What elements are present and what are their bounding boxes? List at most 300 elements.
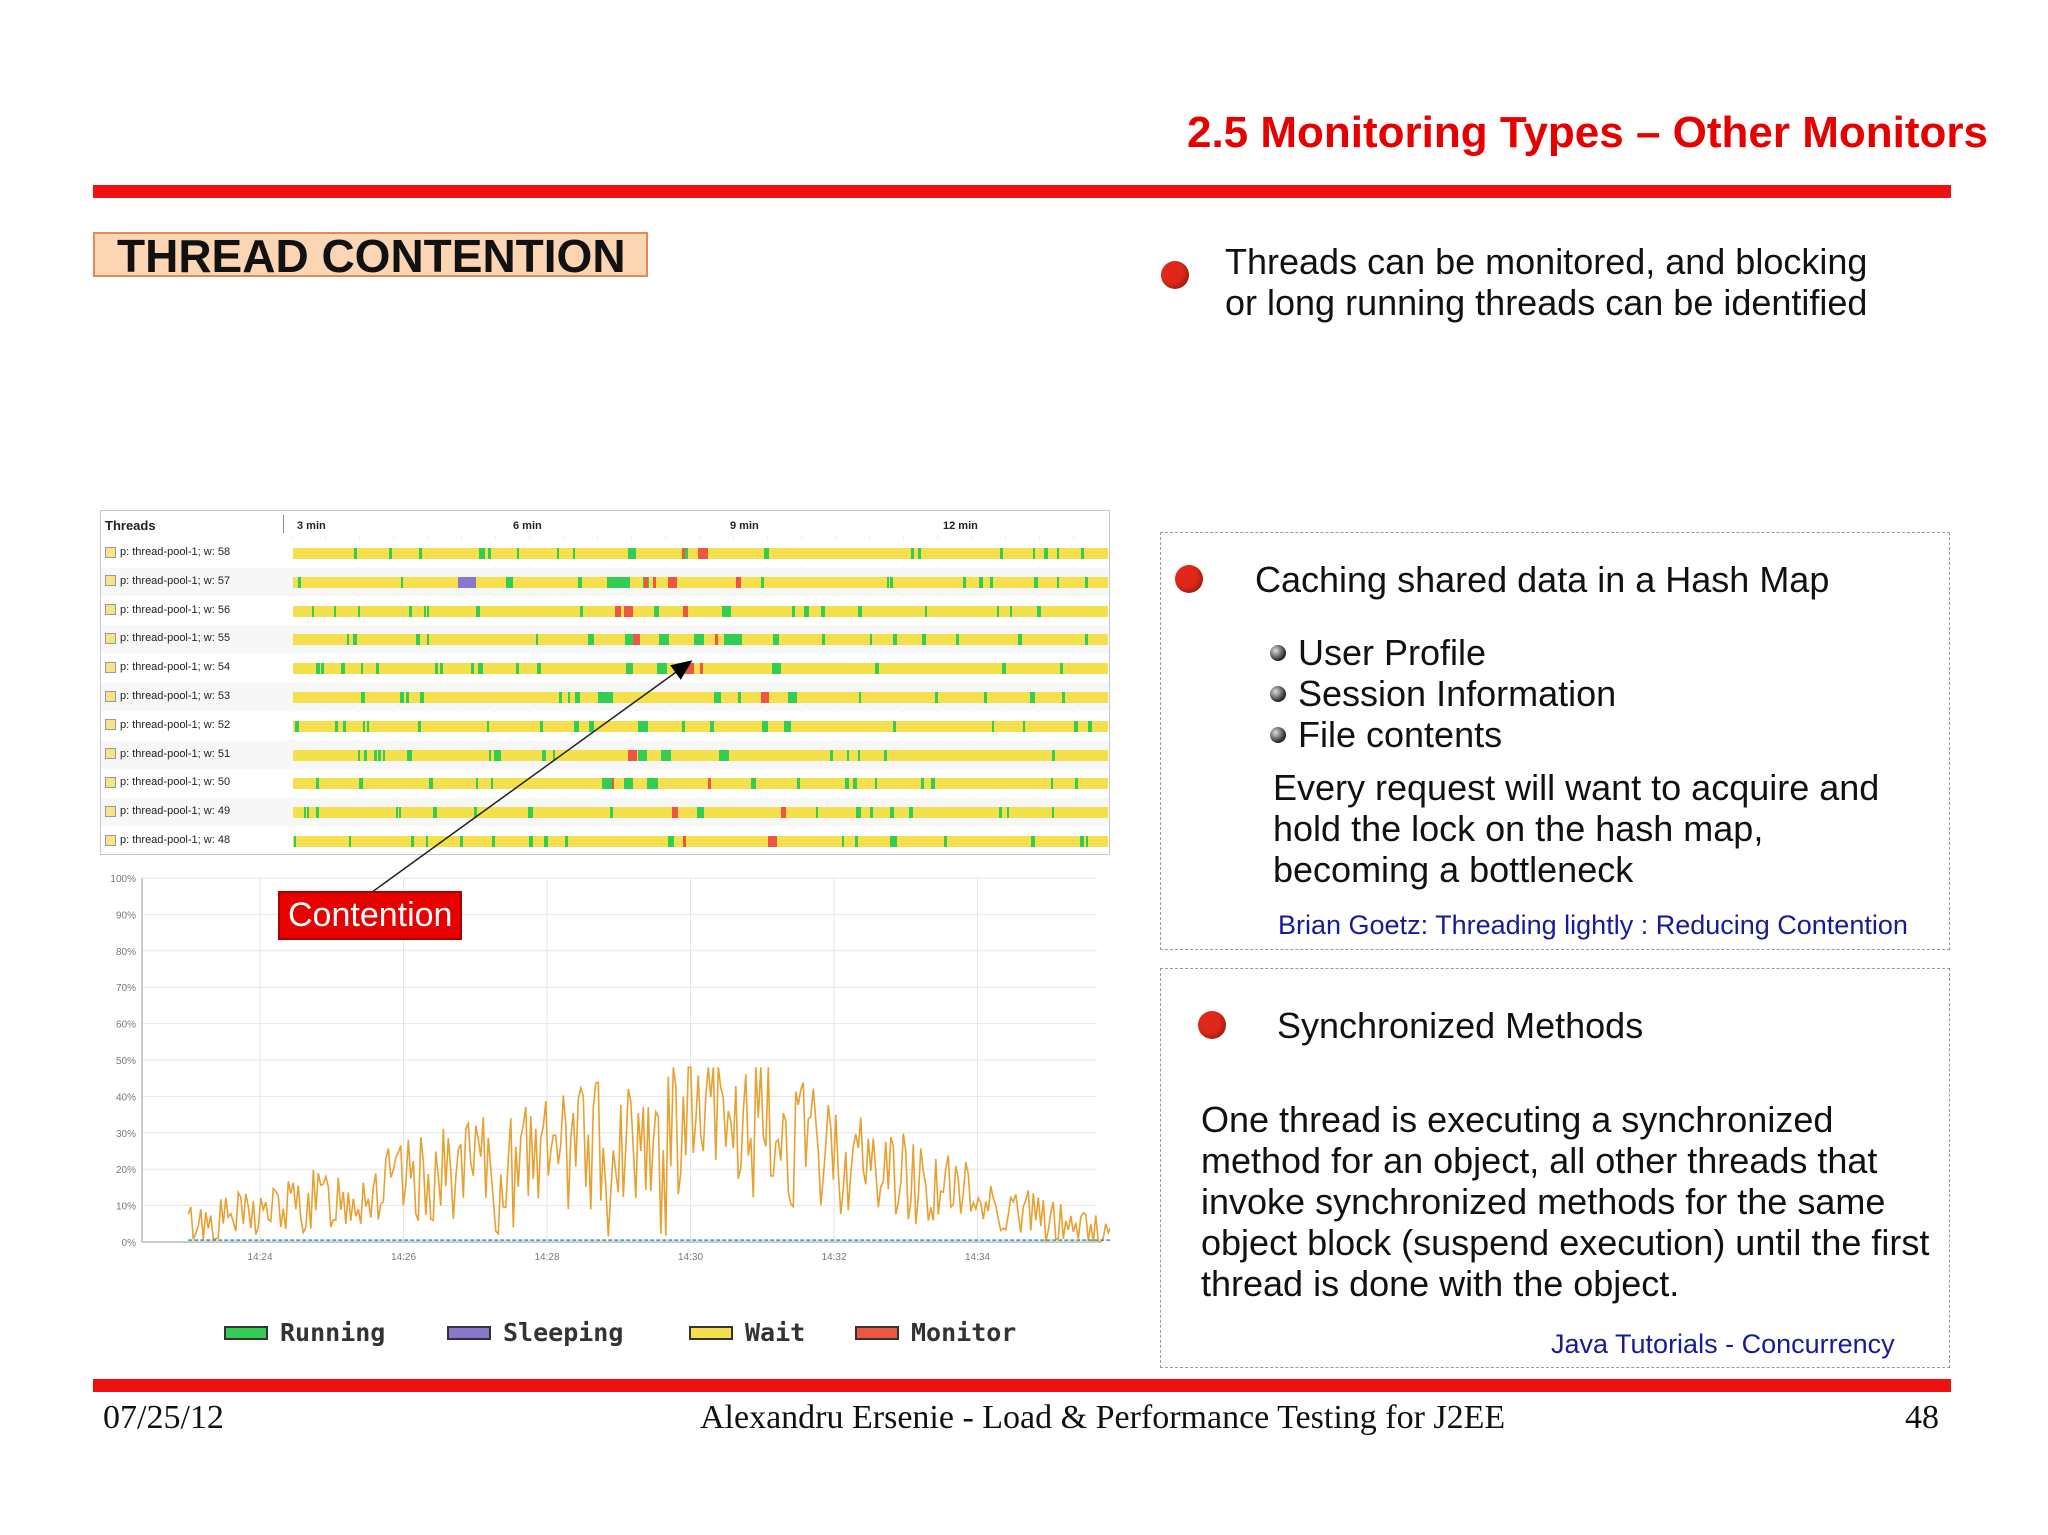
thread-state-bar — [293, 577, 1108, 588]
time-mark: 3 min — [297, 520, 326, 532]
bullet-1-line-1: Threads can be monitored, and blocking — [1225, 241, 1868, 282]
running-segment — [788, 721, 791, 732]
running-segment — [406, 692, 409, 703]
slide-title: 2.5 Monitoring Types – Other Monitors — [1186, 108, 1988, 157]
thread-state-bar — [293, 778, 1108, 789]
thread-checkbox-icon[interactable] — [105, 575, 116, 586]
running-segment — [925, 606, 927, 617]
time-mark: 12 min — [943, 520, 978, 532]
page-number: 48 — [1905, 1399, 1939, 1436]
running-segment — [427, 606, 429, 617]
running-segment — [1031, 836, 1035, 847]
thread-name: p: thread-pool-1; w: 52 — [120, 718, 231, 731]
thread-row-label — [105, 719, 230, 731]
y-tick-label: 40% — [115, 1092, 136, 1104]
thread-row-label — [105, 834, 230, 846]
y-tick-label: 0% — [121, 1238, 136, 1249]
running-segment — [935, 692, 938, 703]
running-segment — [859, 692, 861, 703]
monitor-segment — [653, 577, 656, 588]
running-segment — [409, 606, 412, 617]
running-segment — [624, 778, 633, 789]
running-segment — [614, 577, 622, 588]
running-segment — [875, 663, 879, 674]
monitor-segment — [624, 606, 633, 617]
running-segment — [575, 692, 580, 703]
running-segment — [1085, 634, 1088, 645]
running-segment — [399, 807, 401, 818]
thread-row[interactable] — [101, 568, 1109, 596]
running-segment — [858, 606, 862, 617]
x-tick-label: 14:30 — [677, 1252, 704, 1260]
running-segment — [294, 836, 296, 847]
running-segment — [460, 836, 463, 847]
running-segment — [870, 634, 872, 645]
thread-state-bar — [293, 606, 1108, 617]
running-segment — [542, 750, 546, 761]
running-segment — [893, 634, 897, 645]
hashmap-item: Session Information — [1298, 673, 1617, 714]
running-segment — [856, 807, 858, 818]
running-segment — [1074, 721, 1078, 732]
running-segment — [997, 606, 999, 617]
running-segment — [420, 692, 424, 703]
y-tick-label: 30% — [115, 1128, 136, 1140]
legend-swatch-running — [224, 1326, 268, 1340]
running-segment — [626, 663, 633, 674]
running-segment — [424, 606, 426, 617]
legend-label: Running — [280, 1318, 386, 1347]
sync-paragraph-line: object block (suspend execution) until the first — [1201, 1222, 1930, 1263]
monitor-segment — [781, 807, 786, 818]
threads-column-header: Threads — [105, 518, 156, 533]
sync-reference-link[interactable]: Java Tutorials - Concurrency — [1551, 1329, 1895, 1359]
chart-legend — [224, 1318, 1024, 1352]
running-segment — [911, 548, 914, 559]
running-segment — [343, 721, 346, 732]
y-tick-label: 90% — [115, 910, 136, 922]
running-segment — [476, 778, 478, 789]
running-segment — [295, 721, 299, 732]
thread-row-label — [105, 604, 230, 616]
y-tick-label: 100% — [110, 874, 136, 885]
thread-name: p: thread-pool-1; w: 48 — [120, 834, 231, 846]
running-segment — [376, 663, 379, 674]
running-segment — [516, 663, 519, 674]
running-segment — [1088, 721, 1092, 732]
running-segment — [1057, 548, 1059, 559]
running-segment — [890, 577, 893, 588]
running-segment — [1007, 807, 1009, 818]
sync-paragraph-line: One thread is executing a synchronized — [1201, 1099, 1834, 1140]
column-separator[interactable] — [283, 515, 284, 533]
running-segment — [845, 778, 849, 789]
running-segment — [605, 692, 613, 703]
running-segment — [650, 778, 653, 789]
running-segment — [1018, 634, 1022, 645]
thread-name: p: thread-pool-1; w: 57 — [120, 574, 231, 587]
running-segment — [471, 663, 474, 674]
monitor-segment — [683, 836, 686, 847]
sync-heading: Synchronized Methods — [1277, 1005, 1644, 1046]
running-segment — [588, 634, 594, 645]
running-segment — [433, 807, 437, 818]
running-segment — [354, 548, 357, 559]
thread-checkbox-icon[interactable] — [105, 835, 116, 846]
running-segment — [429, 778, 433, 789]
running-segment — [657, 663, 667, 674]
running-segment — [622, 577, 630, 588]
running-segment — [788, 692, 797, 703]
running-segment — [1086, 836, 1088, 847]
running-segment — [1010, 606, 1012, 617]
running-segment — [682, 721, 685, 732]
hashmap-paragraph-line: hold the lock on the hash map, — [1273, 808, 1764, 849]
running-segment — [918, 548, 921, 559]
thread-row[interactable] — [101, 597, 1109, 625]
running-segment — [497, 750, 500, 761]
thread-timeline-panel — [100, 510, 1110, 855]
running-segment — [990, 577, 993, 588]
running-segment — [401, 577, 403, 588]
running-segment — [628, 548, 636, 559]
thread-name: p: thread-pool-1; w: 55 — [120, 632, 231, 645]
thread-row[interactable] — [101, 712, 1109, 740]
running-segment — [307, 807, 309, 818]
running-segment — [638, 721, 648, 732]
running-segment — [921, 778, 924, 789]
monitor-segment — [615, 606, 621, 617]
running-segment — [540, 721, 543, 732]
footer-date: 07/25/12 — [103, 1399, 224, 1436]
running-segment — [580, 606, 583, 617]
running-segment — [478, 663, 482, 674]
running-segment — [963, 577, 966, 588]
running-segment — [341, 663, 345, 674]
bullet-dot — [1161, 261, 1189, 289]
contention-callout: Contention — [278, 891, 462, 940]
thread-row[interactable] — [101, 683, 1109, 711]
running-segment — [1034, 577, 1038, 588]
x-tick-label: 14:26 — [390, 1252, 417, 1260]
hashmap-item: User Profile — [1298, 632, 1487, 673]
thread-state-bar — [293, 692, 1108, 703]
legend-label: Sleeping — [503, 1318, 624, 1347]
running-segment — [427, 634, 429, 645]
thread-row[interactable] — [101, 798, 1109, 826]
running-segment — [474, 807, 477, 818]
running-segment — [568, 692, 570, 703]
running-segment — [364, 750, 367, 761]
running-segment — [893, 721, 896, 732]
sub-bullet-icon — [1270, 645, 1286, 661]
running-segment — [1062, 692, 1065, 703]
running-segment — [491, 778, 493, 789]
running-segment — [506, 577, 510, 588]
running-segment — [931, 778, 935, 789]
monitor-segment — [761, 692, 769, 703]
running-segment — [1085, 577, 1088, 588]
running-segment — [1052, 750, 1055, 761]
running-segment — [361, 663, 363, 674]
running-segment — [1000, 548, 1003, 559]
running-segment — [797, 778, 800, 789]
thread-checkbox-icon[interactable] — [105, 691, 116, 702]
running-segment — [358, 606, 360, 617]
running-segment — [1023, 721, 1025, 732]
x-tick-label: 14:34 — [964, 1252, 991, 1260]
thread-checkbox-icon[interactable] — [105, 806, 116, 817]
monitor-segment — [686, 663, 694, 674]
running-segment — [1075, 778, 1078, 789]
thread-state-bar — [293, 750, 1108, 761]
thread-row-label — [105, 690, 230, 702]
sync-paragraph-line: method for an object, all other threads that — [1201, 1140, 1878, 1181]
thread-row-label — [105, 661, 230, 673]
running-segment — [858, 750, 860, 761]
bullet-1-line-2: or long running threads can be identified — [1225, 282, 1868, 323]
running-segment — [367, 721, 369, 732]
thread-row[interactable] — [101, 539, 1109, 567]
legend-label: Wait — [745, 1318, 806, 1347]
running-segment — [321, 663, 324, 674]
hashmap-heading: Caching shared data in a Hash Map — [1255, 559, 1830, 600]
running-segment — [1032, 692, 1035, 703]
running-segment — [887, 577, 889, 588]
running-segment — [610, 807, 613, 818]
running-segment — [855, 836, 858, 847]
running-segment — [1057, 577, 1059, 588]
running-segment — [557, 548, 559, 559]
thread-checkbox-icon[interactable] — [105, 662, 116, 673]
thread-name: p: thread-pool-1; w: 49 — [120, 805, 231, 818]
running-segment — [1081, 548, 1084, 559]
running-segment — [493, 836, 495, 847]
running-segment — [517, 548, 519, 559]
bullet-dot — [1175, 565, 1203, 593]
thread-name: p: thread-pool-1; w: 53 — [120, 690, 231, 702]
monitor-segment — [628, 750, 637, 761]
running-segment — [361, 692, 365, 703]
running-segment — [772, 663, 781, 674]
running-segment — [761, 577, 764, 588]
sync-paragraph-line: invoke synchronized methods for the same — [1201, 1181, 1886, 1222]
top-divider — [93, 185, 1951, 198]
thread-row-label — [105, 776, 230, 788]
y-tick-label: 20% — [115, 1165, 136, 1177]
x-tick-label: 14:24 — [247, 1252, 273, 1260]
running-segment — [884, 750, 887, 761]
running-segment — [574, 721, 579, 732]
running-segment — [685, 548, 688, 559]
monitor-segment — [672, 807, 678, 818]
running-segment — [589, 721, 594, 732]
running-segment — [751, 778, 756, 789]
running-segment — [607, 577, 615, 588]
sub-bullet-icon — [1270, 686, 1286, 702]
running-segment — [1044, 548, 1048, 559]
monitor-segment — [715, 634, 718, 645]
running-segment — [653, 778, 658, 789]
running-segment — [334, 606, 336, 617]
running-segment — [602, 778, 612, 789]
bullet-dot — [1198, 1011, 1226, 1039]
running-segment — [1033, 548, 1035, 559]
running-segment — [792, 606, 795, 617]
thread-name: p: thread-pool-1; w: 58 — [120, 546, 231, 558]
running-segment — [304, 807, 306, 818]
running-segment — [710, 721, 714, 732]
running-segment — [847, 750, 849, 761]
running-segment — [316, 778, 319, 789]
thread-state-bar — [293, 836, 1108, 847]
running-segment — [353, 634, 357, 645]
running-segment — [400, 692, 404, 703]
running-segment — [435, 663, 438, 674]
running-segment — [822, 634, 825, 645]
running-segment — [992, 721, 994, 732]
hashmap-item: File contents — [1298, 714, 1503, 755]
thread-row[interactable] — [101, 741, 1109, 769]
running-segment — [477, 606, 479, 617]
running-segment — [481, 548, 484, 559]
thread-checkbox-icon[interactable] — [105, 547, 116, 558]
running-segment — [440, 663, 443, 674]
running-segment — [830, 750, 833, 761]
running-segment — [529, 807, 533, 818]
running-segment — [1060, 663, 1063, 674]
running-segment — [738, 692, 741, 703]
running-segment — [553, 750, 555, 761]
running-segment — [383, 750, 385, 761]
y-tick-label: 50% — [115, 1056, 136, 1067]
monitor-segment — [768, 836, 777, 847]
running-segment — [378, 750, 381, 761]
running-segment — [697, 807, 704, 818]
running-segment — [764, 548, 769, 559]
thread-checkbox-icon[interactable] — [105, 748, 116, 759]
running-segment — [537, 663, 541, 674]
running-segment — [654, 606, 659, 617]
running-segment — [804, 606, 809, 617]
running-segment — [312, 606, 314, 617]
thread-row[interactable] — [101, 625, 1109, 653]
thread-checkbox-icon[interactable] — [105, 777, 116, 788]
y-tick-label: 10% — [115, 1201, 136, 1213]
running-segment — [298, 577, 301, 588]
thread-state-bar — [293, 663, 1108, 674]
thread-row[interactable] — [101, 827, 1109, 855]
running-segment — [722, 606, 731, 617]
monitor-segment — [644, 577, 648, 588]
sleeping-segment — [458, 577, 476, 588]
running-segment — [487, 721, 489, 732]
thread-name: p: thread-pool-1; w: 54 — [120, 661, 231, 674]
running-segment — [736, 634, 742, 645]
monitor-segment — [736, 577, 741, 588]
running-segment — [426, 836, 428, 847]
hashmap-paragraph-line: becoming a bottleneck — [1273, 849, 1634, 890]
cpu-usage-chart — [100, 860, 1110, 1260]
running-segment — [1002, 663, 1006, 674]
running-segment — [890, 807, 894, 818]
running-segment — [714, 692, 721, 703]
running-segment — [956, 634, 959, 645]
thread-row[interactable] — [101, 769, 1109, 797]
running-segment — [979, 577, 983, 588]
running-segment — [944, 836, 947, 847]
monitor-segment — [698, 548, 708, 559]
bottom-divider — [93, 1379, 1951, 1392]
thread-name: p: thread-pool-1; w: 56 — [120, 603, 231, 616]
running-segment — [316, 807, 319, 818]
running-segment — [416, 634, 420, 645]
hashmap-reference-link[interactable]: Brian Goetz: Threading lightly : Reducing Contention — [1278, 910, 1908, 940]
running-segment — [1080, 836, 1084, 847]
running-segment — [922, 634, 926, 645]
running-segment — [909, 807, 913, 818]
running-segment — [1037, 606, 1041, 617]
running-segment — [1051, 778, 1053, 789]
x-tick-label: 14:28 — [534, 1252, 560, 1260]
running-segment — [316, 663, 319, 674]
running-segment — [349, 836, 351, 847]
running-segment — [999, 807, 1002, 818]
monitor-segment — [683, 606, 688, 617]
thread-row-label — [105, 748, 230, 760]
x-tick-label: 14:32 — [821, 1252, 847, 1260]
thread-name: p: thread-pool-1; w: 51 — [120, 747, 231, 760]
time-mark: 6 min — [513, 520, 542, 532]
running-segment — [536, 634, 538, 645]
sub-bullet-icon — [1270, 727, 1286, 743]
monitor-segment — [682, 548, 685, 559]
running-segment — [816, 807, 818, 818]
running-segment — [529, 836, 533, 847]
running-segment — [411, 836, 414, 847]
running-segment — [363, 721, 365, 732]
thread-checkbox-icon[interactable] — [105, 719, 116, 730]
thread-checkbox-icon[interactable] — [105, 604, 116, 615]
thread-row-label — [105, 632, 230, 644]
y-tick-label: 70% — [115, 983, 136, 995]
y-tick-label: 60% — [115, 1019, 136, 1031]
running-segment — [984, 692, 987, 703]
thread-panel-header — [101, 511, 1109, 541]
legend-swatch-monitor — [855, 1326, 899, 1340]
running-segment — [870, 807, 873, 818]
legend-swatch-sleeping — [447, 1326, 491, 1340]
monitor-segment — [700, 663, 703, 674]
running-segment — [625, 634, 633, 645]
running-segment — [559, 692, 562, 703]
running-segment — [359, 778, 363, 789]
running-segment — [396, 807, 398, 818]
thread-row-label — [105, 805, 230, 817]
running-segment — [842, 836, 844, 847]
monitor-segment — [708, 778, 711, 789]
running-segment — [565, 836, 568, 847]
running-segment — [890, 836, 894, 847]
running-segment — [668, 836, 674, 847]
running-segment — [638, 750, 647, 761]
running-segment — [347, 634, 349, 645]
thread-checkbox-icon[interactable] — [105, 633, 116, 644]
running-segment — [358, 750, 360, 761]
running-segment — [488, 548, 491, 559]
hashmap-paragraph-line: Every request will want to acquire and — [1273, 767, 1880, 808]
thread-row[interactable] — [101, 654, 1109, 682]
